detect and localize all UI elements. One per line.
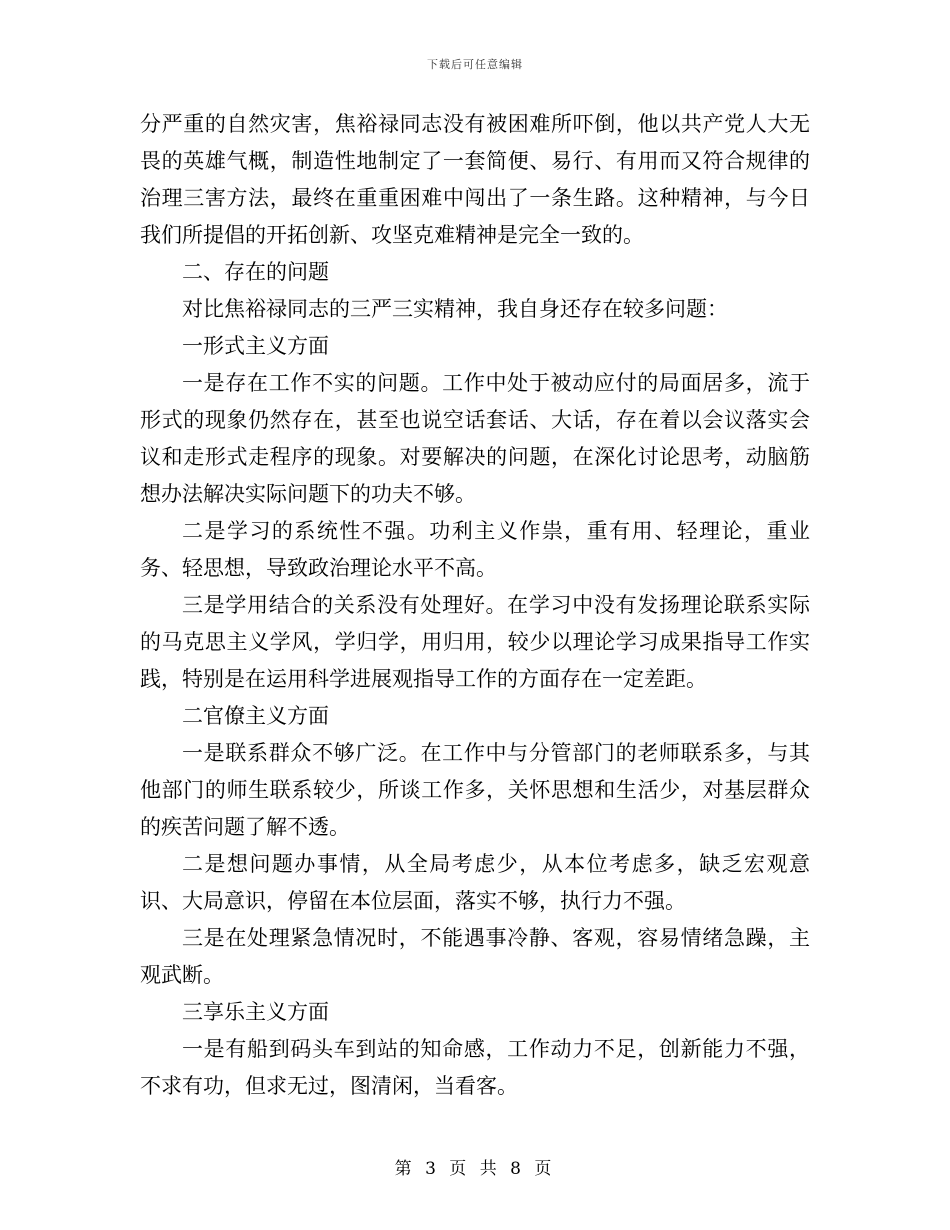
section-heading: 二、存在的问题 (182, 260, 329, 284)
paragraph: 一是有船到码头车到站的知命感，工作动力不足，创新能力不强，不求有功，但求无过，图清闲，当看客。 (140, 1037, 810, 1098)
page-header: 下载后可任意编辑 (427, 58, 523, 71)
paragraph: 二是想问题办事情，从全局考虑少，从本位考虑多，缺乏宏观意识、大局意识，停留在本位层面，落实不够，执行力不强。 (140, 852, 810, 913)
paragraph: 一是联系群众不够广泛。在工作中与分管部门的老师联系多，与其他部门的师生联系较少，所谈工作多，关怀思想和生活少，对基层群众的疾苦问题了解不透。 (140, 741, 810, 839)
paragraph: 三是学用结合的关系没有处理好。在学习中没有发扬理论联系实际的马克思主义学风，学归学，用归用，较少以理论学习成果指导工作实践，特别是在运用科学进展观指导工作的方面存在一定差距。 (140, 593, 810, 691)
subsection-heading: 三享乐主义方面 (182, 1000, 329, 1024)
paragraph: 二是学习的系统性不强。功利主义作祟，重有用、轻理论，重业务、轻思想，导致政治理论水平不高。 (140, 519, 810, 580)
subsection-heading: 二官僚主义方面 (182, 704, 329, 728)
document-body (140, 106, 810, 1105)
paragraph: 一是存在工作不实的问题。工作中处于被动应付的局面居多，流于形式的现象仍然存在，甚至也说空话套话、大话，存在着以会议落实会议和走形式走程序的现象。对要解决的问题，在深化讨论思考，动脑筋想办法解决实际问题下的功夫不够。 (140, 371, 810, 506)
subsection-heading: 一形式主义方面 (182, 334, 329, 358)
page-number-footer: 第 3 页 共 8 页 (394, 1159, 556, 1179)
paragraph: 对比焦裕禄同志的三严三实精神，我自身还存在较多问题： (182, 297, 728, 321)
paragraph: 三是在处理紧急情况时，不能遇事冷静、客观，容易情绪急躁，主观武断。 (140, 926, 810, 987)
paragraph: 分严重的自然灾害，焦裕禄同志没有被困难所吓倒，他以共产党人大无畏的英雄气概，制造性地制定了一套简便、易行、有用而又符合规律的治理三害方法，最终在重重困难中闯出了一条生路。这种精神，与今日我们所提倡的开拓创新、攻坚克难精神是完全一致的。 (140, 112, 810, 247)
